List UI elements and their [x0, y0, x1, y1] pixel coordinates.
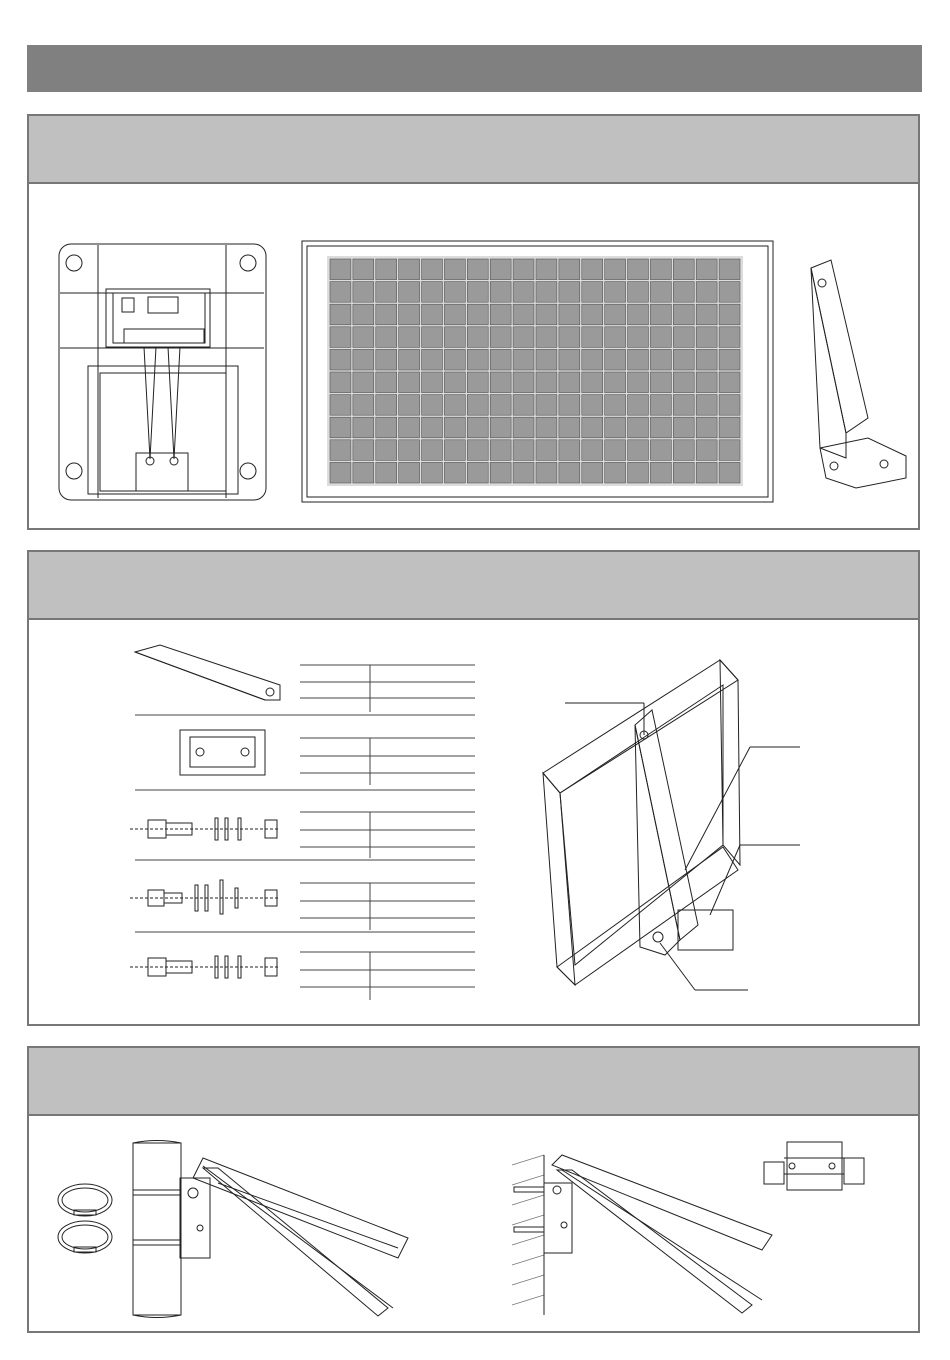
panel-cell [513, 304, 534, 325]
panel-cell [490, 259, 511, 280]
panel-cell [719, 282, 740, 303]
panel-cell [376, 282, 397, 303]
panel-cell [376, 304, 397, 325]
panel-cell [696, 395, 717, 416]
panel-cell [513, 372, 534, 393]
panel-cell [444, 440, 465, 461]
panel-cell [330, 372, 351, 393]
panel-cell [330, 327, 351, 348]
panel-cell [490, 349, 511, 370]
panel-cell [536, 282, 557, 303]
bolt-set-icon [130, 818, 280, 978]
parts-list [130, 640, 480, 1005]
panel-cell [422, 462, 443, 483]
panel-cell [376, 417, 397, 438]
panel-cell [719, 327, 740, 348]
panel-cell [536, 259, 557, 280]
panel-cell [536, 417, 557, 438]
panel-cell [353, 259, 374, 280]
panel-cell [513, 259, 534, 280]
panel-cell [490, 417, 511, 438]
panel-cell [696, 462, 717, 483]
panel-cell [513, 282, 534, 303]
panel-cell [628, 462, 649, 483]
panel-cell [673, 440, 694, 461]
panel-cell [422, 372, 443, 393]
panel-cell [605, 327, 626, 348]
panel-cell [719, 395, 740, 416]
pole-mount-icon [128, 1138, 418, 1323]
panel-cell [559, 282, 580, 303]
panel-cell [513, 349, 534, 370]
panel-cell [399, 395, 420, 416]
panel-cell [467, 372, 488, 393]
panel-cell [582, 417, 603, 438]
panel-cell [490, 372, 511, 393]
panel-cell [719, 372, 740, 393]
panel-cell [376, 462, 397, 483]
panel-cell [628, 282, 649, 303]
panel-cell [605, 349, 626, 370]
section-hardware-header [29, 552, 918, 620]
title-banner [27, 45, 922, 92]
panel-cell [559, 395, 580, 416]
bracket-arm-icon [135, 645, 280, 700]
panel-cell [467, 327, 488, 348]
panel-cell [376, 327, 397, 348]
panel-cell [444, 282, 465, 303]
panel-cell [559, 462, 580, 483]
panel-cell [330, 304, 351, 325]
solar-panel-icon [301, 240, 775, 504]
panel-cell [696, 327, 717, 348]
panel-cell [628, 372, 649, 393]
panel-cell [628, 440, 649, 461]
panel-cell [444, 259, 465, 280]
panel-cell [467, 259, 488, 280]
panel-cell [490, 327, 511, 348]
assembly-diagram-icon [540, 655, 810, 1000]
panel-cell [719, 349, 740, 370]
panel-cell [582, 395, 603, 416]
panel-cell [650, 372, 671, 393]
panel-cell [650, 417, 671, 438]
panel-cell [490, 462, 511, 483]
panel-cell [353, 327, 374, 348]
panel-cell [582, 259, 603, 280]
panel-cell [536, 395, 557, 416]
panel-cell [696, 349, 717, 370]
panel-cell [399, 259, 420, 280]
panel-cell [376, 349, 397, 370]
panel-cell [582, 304, 603, 325]
panel-cell [673, 304, 694, 325]
panel-cell [330, 417, 351, 438]
panel-cell [719, 417, 740, 438]
panel-cell [444, 304, 465, 325]
panel-cell [605, 440, 626, 461]
panel-cell [399, 440, 420, 461]
panel-cell [628, 349, 649, 370]
panel-cell [696, 304, 717, 325]
panel-cell [536, 327, 557, 348]
panel-cell [422, 282, 443, 303]
panel-cell [376, 259, 397, 280]
panel-cell [353, 417, 374, 438]
panel-cell [719, 462, 740, 483]
panel-cell [559, 349, 580, 370]
panel-cell [536, 372, 557, 393]
panel-cell [673, 349, 694, 370]
panel-cell [559, 327, 580, 348]
mounting-bracket-icon [806, 258, 916, 498]
panel-cell [513, 462, 534, 483]
panel-cell [422, 327, 443, 348]
section-contents-header [29, 116, 918, 184]
panel-cell [444, 372, 465, 393]
panel-cell [696, 259, 717, 280]
panel-cell [673, 327, 694, 348]
panel-cell [605, 304, 626, 325]
panel-cell [399, 462, 420, 483]
panel-cell [513, 327, 534, 348]
panel-cell [696, 417, 717, 438]
panel-cell [582, 440, 603, 461]
panel-cell [536, 304, 557, 325]
panel-cell [719, 259, 740, 280]
panel-cell [650, 327, 671, 348]
panel-cell [490, 282, 511, 303]
panel-cell [582, 372, 603, 393]
panel-cell [353, 304, 374, 325]
panel-cell [582, 349, 603, 370]
panel-cell [399, 282, 420, 303]
panel-cell [422, 259, 443, 280]
panel-cell [353, 282, 374, 303]
panel-cell [330, 259, 351, 280]
panel-cell [353, 440, 374, 461]
panel-cell [376, 395, 397, 416]
panel-cell [467, 395, 488, 416]
clamp-plate-icon [180, 730, 265, 775]
panel-cell [376, 440, 397, 461]
panel-cell [513, 395, 534, 416]
panel-cell [490, 304, 511, 325]
wall-mount-icon [512, 1155, 782, 1315]
panel-cell [353, 349, 374, 370]
panel-cell [628, 417, 649, 438]
panel-cell [536, 440, 557, 461]
panel-cell [444, 349, 465, 370]
panel-cell [444, 462, 465, 483]
panel-cell [605, 462, 626, 483]
panel-cell [582, 282, 603, 303]
panel-cell [650, 462, 671, 483]
panel-cell [444, 395, 465, 416]
panel-cell [422, 395, 443, 416]
panel-cell [605, 395, 626, 416]
panel-cell [673, 462, 694, 483]
panel-cell [467, 462, 488, 483]
panel-cell [490, 440, 511, 461]
panel-cell [605, 282, 626, 303]
hose-clamp-icon [52, 1180, 122, 1260]
panel-cell [467, 282, 488, 303]
panel-cell [696, 372, 717, 393]
panel-cell [353, 372, 374, 393]
panel-cell [559, 259, 580, 280]
panel-cell [422, 440, 443, 461]
panel-cell [330, 395, 351, 416]
panel-cell [399, 372, 420, 393]
panel-cell [399, 327, 420, 348]
panel-cell [605, 259, 626, 280]
panel-cell [467, 440, 488, 461]
panel-cell [673, 395, 694, 416]
panel-cell [399, 349, 420, 370]
panel-cell [536, 349, 557, 370]
panel-cell [490, 395, 511, 416]
panel-cell [628, 327, 649, 348]
panel-cell [422, 417, 443, 438]
panel-cell [444, 327, 465, 348]
panel-cell [650, 349, 671, 370]
panel-cell [467, 349, 488, 370]
panel-cell [559, 304, 580, 325]
panel-cell [353, 462, 374, 483]
panel-cell [673, 259, 694, 280]
panel-cell [650, 282, 671, 303]
panel-cell [513, 440, 534, 461]
panel-cell [467, 417, 488, 438]
panel-cell [559, 440, 580, 461]
panel-cell [605, 372, 626, 393]
panel-cell [696, 282, 717, 303]
controller-box-icon [58, 243, 268, 503]
panel-cell [673, 282, 694, 303]
panel-cell [330, 462, 351, 483]
panel-cell [467, 304, 488, 325]
panel-cell [353, 395, 374, 416]
panel-cell [696, 440, 717, 461]
panel-cell [673, 417, 694, 438]
panel-cell [513, 417, 534, 438]
panel-cell [628, 304, 649, 325]
panel-cell [330, 349, 351, 370]
panel-cell [582, 327, 603, 348]
panel-cell [582, 462, 603, 483]
panel-cell [422, 349, 443, 370]
panel-cell [719, 440, 740, 461]
panel-cell [399, 304, 420, 325]
panel-cell [330, 282, 351, 303]
panel-cell [605, 417, 626, 438]
panel-cell [650, 259, 671, 280]
panel-cell [536, 462, 557, 483]
panel-cell [559, 372, 580, 393]
panel-cell [719, 304, 740, 325]
panel-cell [650, 440, 671, 461]
panel-cell [628, 259, 649, 280]
panel-cell [650, 395, 671, 416]
panel-cell [444, 417, 465, 438]
panel-cell [399, 417, 420, 438]
panel-cell [422, 304, 443, 325]
panel-cell [376, 372, 397, 393]
panel-cell [628, 395, 649, 416]
panel-cell [330, 440, 351, 461]
panel-cell [650, 304, 671, 325]
section-mounting-header [29, 1048, 918, 1116]
mount-detail-icon [762, 1140, 867, 1195]
panel-cell [673, 372, 694, 393]
panel-cell [559, 417, 580, 438]
